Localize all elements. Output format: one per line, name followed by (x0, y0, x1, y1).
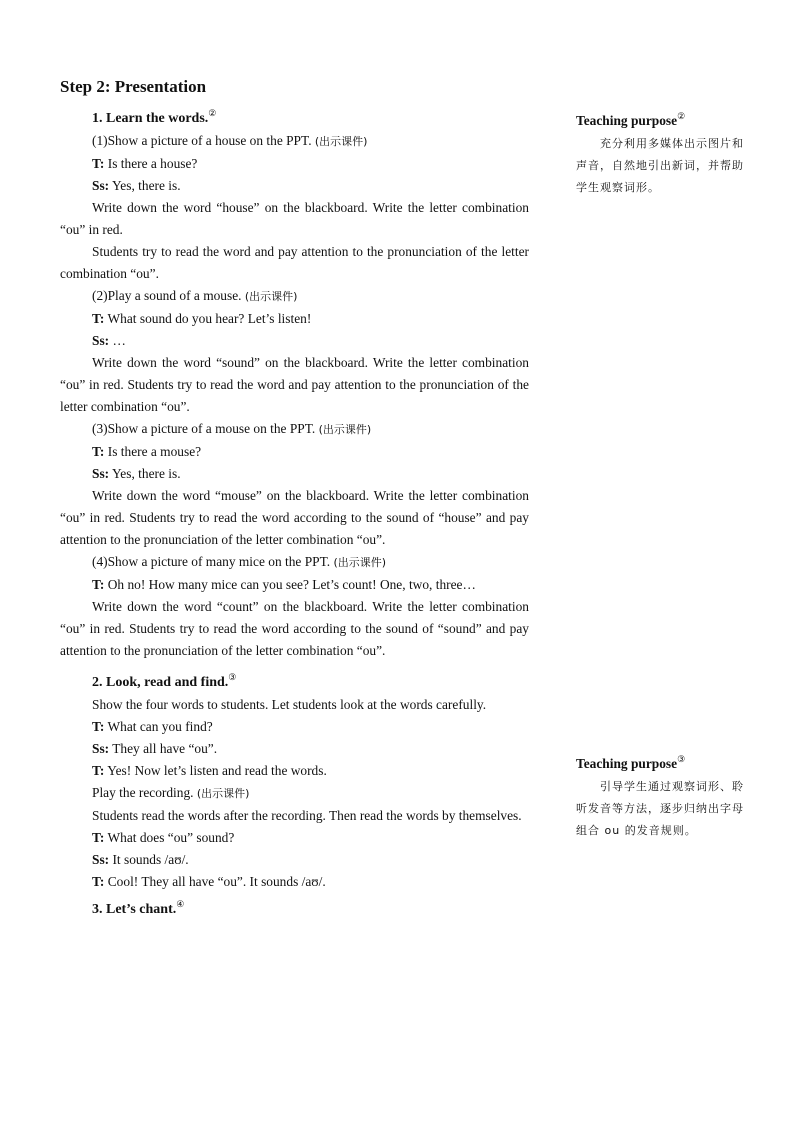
note-mark: ④ (176, 899, 185, 909)
line: T: Oh no! How many mice can you see? Let’s count! One, two, three… (92, 577, 476, 592)
line: T: What does “ou” sound? (92, 830, 235, 845)
section-learn-title: 1. Learn the words.② (92, 108, 217, 126)
line: Ss: Yes, there is. (92, 178, 181, 193)
line: T: Yes! Now let’s listen and read the words. (92, 763, 327, 778)
side-note-title: Teaching purpose② (576, 111, 686, 128)
side-note-text: 充分利用多媒体出示图片和声音，自然地引出新词，并帮助学生观察词形。 (576, 137, 744, 194)
line: (2)Play a sound of a mouse. (出示课件) (92, 288, 298, 303)
paragraph: Write down the word “house” on the blackboard. Write the letter combination “ou” in red. (60, 200, 529, 237)
line: T: What can you find? (92, 719, 213, 734)
line: Ss: … (92, 333, 126, 348)
line: T: Cool! They all have “ou”. It sounds /aʊ/. (92, 874, 326, 889)
paragraph: Students try to read the word and pay attention to the pronunciation of the letter combination “ou”. (60, 244, 529, 281)
line: Ss: They all have “ou”. (92, 741, 218, 756)
side-note-text: 引导学生通过观察词形、聆听发音等方法，逐步归纳出字母组合 ou 的发音规则。 (576, 780, 744, 837)
section-chant-title: 3. Let’s chant.④ (92, 899, 185, 917)
line: T: What sound do you hear? Let’s listen! (92, 311, 312, 326)
line: (4)Show a picture of many mice on the PPT. (出示课件) (92, 554, 387, 569)
paragraph: Write down the word “mouse” on the blackboard. Write the letter combination “ou” in red. Students try to read the word according to the sound of “house” and pay attention to the pronunciation of the letter combination “ou”. (60, 488, 529, 547)
line: Ss: It sounds /aʊ/. (92, 852, 189, 867)
paragraph: Show the four words to students. Let students look at the words carefully. (92, 697, 487, 712)
line: Ss: Yes, there is. (92, 466, 181, 481)
note-mark: ③ (228, 672, 237, 682)
line: T: Is there a mouse? (92, 444, 202, 459)
side-note-1 (576, 106, 746, 199)
note-mark: ② (208, 108, 217, 118)
line: (3)Show a picture of a mouse on the PPT. (出示课件) (92, 421, 372, 436)
line: T: Is there a house? (92, 156, 198, 171)
paragraph: Students read the words after the recording. Then read the words by themselves. (92, 808, 522, 823)
section-look-title: 2. Look, read and find.③ (92, 672, 237, 690)
side-note-2 (576, 749, 746, 842)
paragraph: Write down the word “sound” on the blackboard. Write the letter combination “ou” in red. Students try to read the word and pay attention to the pronunciation of the letter combination “ou”. (60, 355, 529, 414)
paragraph: Write down the word “count” on the blackboard. Write the letter combination “ou” in red. Students try to read the word according to the sound of “sound” and pay attention to the pronunciation of the letter combination “ou”. (60, 599, 529, 658)
side-note-title: Teaching purpose③ (576, 754, 686, 771)
line: Play the recording. (出示课件) (92, 785, 250, 800)
lesson-body (60, 76, 529, 921)
line: (1)Show a picture of a house on the PPT. (出示课件) (92, 133, 368, 148)
step-title: Step 2: Presentation (60, 77, 207, 96)
